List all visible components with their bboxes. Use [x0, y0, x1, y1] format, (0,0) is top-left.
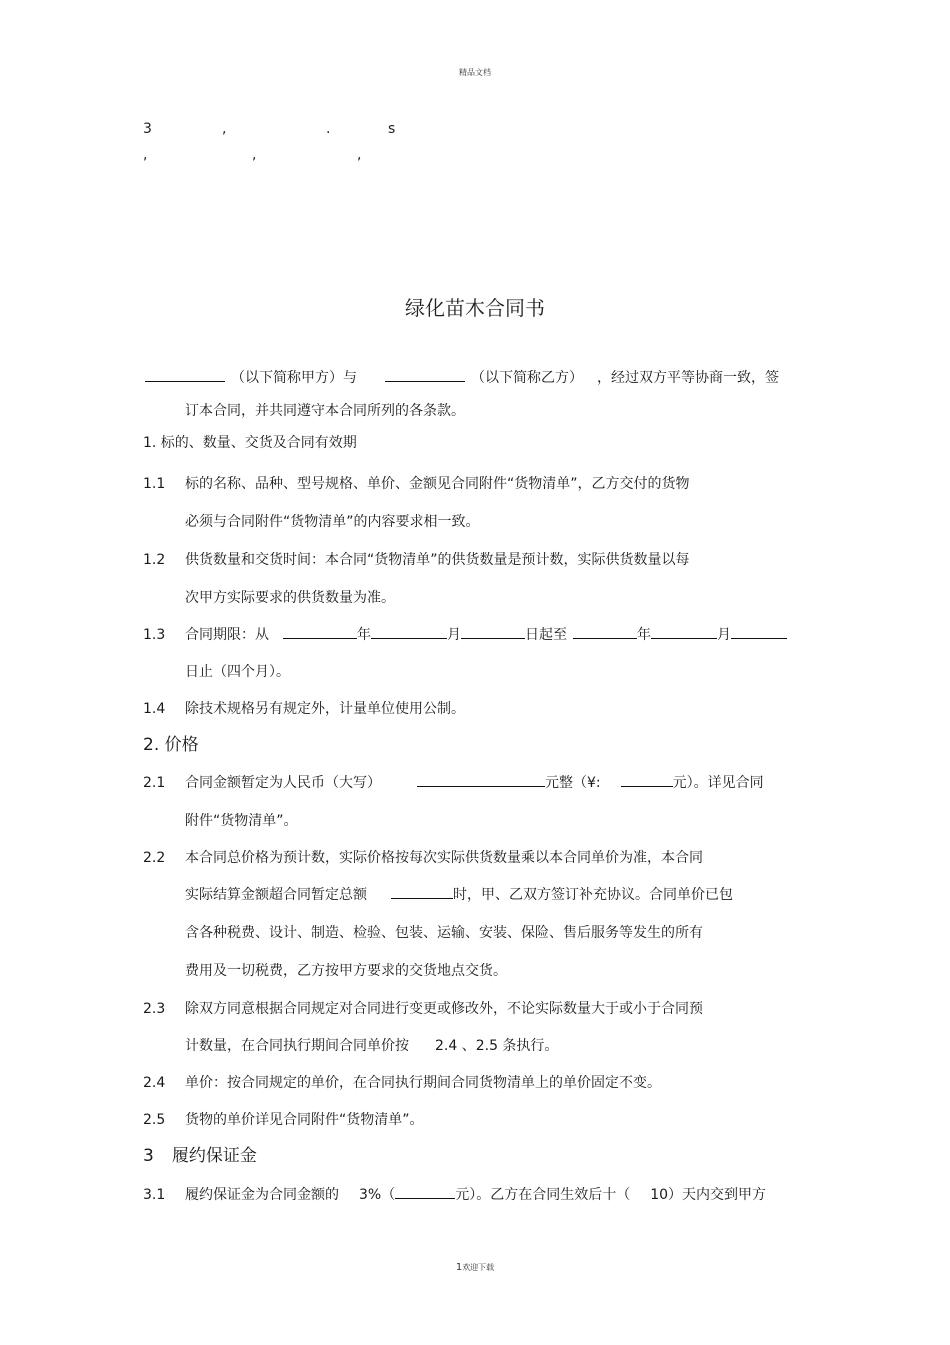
end-day-blank — [731, 626, 787, 639]
clause-number: 1.1 — [143, 476, 166, 492]
clause-text: 10）天内交到甲方 — [650, 1187, 767, 1203]
clause-2-2-cont: 含各种税费、设计、制造、检验、包装、运输、安装、保险、售后服务等发生的所有 — [185, 925, 703, 941]
clause-text: 本合同总价格为预计数，实际价格按每次实际供货数量乘以本合同单价为准，本合同 — [185, 850, 703, 866]
deposit-amount-blank — [395, 1186, 455, 1199]
clause-text: 月 — [447, 627, 461, 643]
amount-words-blank — [417, 774, 545, 787]
clause-number: 2.5 — [143, 1112, 166, 1128]
clause-text: 标的名称、品种、型号规格、单价、金额见合同附件“货物清单”，乙方交付的货物 — [185, 476, 690, 492]
document-title: 绿化苗木合同书 — [405, 296, 545, 320]
clause-text: 合同金额暂定为人民币（大写） — [185, 775, 381, 791]
page-footer — [0, 1262, 950, 1273]
clause-1-2-cont: 次甲方实际要求的供货数量为准。 — [185, 590, 395, 606]
stray-mark: , — [357, 147, 362, 163]
footer-text: 欢迎下载 — [462, 1263, 495, 1272]
end-month-blank — [651, 626, 717, 639]
amount-figure-blank — [621, 774, 673, 787]
clause-1-4 — [143, 700, 465, 718]
clause-text: 单价：按合同规定的单价，在合同执行期间合同货物清单上的单价固定不变。 — [185, 1075, 661, 1091]
stray-mark: s — [388, 121, 396, 137]
section-2-heading: 2. 价格 — [143, 735, 199, 755]
clause-text: 时，甲、乙双方签订补充协议。合同单价已包 — [453, 887, 733, 903]
clause-text: 3%（ — [359, 1187, 396, 1203]
clause-number: 2.4 — [143, 1075, 166, 1091]
section-1-heading: 1. 标的、数量、交货及合同有效期 — [143, 435, 357, 451]
clause-3-1 — [143, 1186, 766, 1204]
clause-number: 1.2 — [143, 552, 166, 568]
intro-line-2: 订本合同，并共同遵守本合同所列的各条款。 — [185, 403, 465, 419]
clause-1-1 — [143, 475, 690, 493]
intro-text: （以下简称乙方） — [471, 370, 583, 386]
clause-text: 元）。乙方在合同生效后十（ — [455, 1187, 631, 1203]
intro-text: ，经过双方平等协商一致，签 — [597, 370, 779, 386]
start-year-blank — [283, 626, 357, 639]
clause-number: 1.4 — [143, 701, 166, 717]
clause-2-2-cont — [185, 886, 733, 904]
clause-number: 2.1 — [143, 775, 166, 791]
clause-text: 合同期限：从 — [185, 627, 269, 643]
page-number: 1 — [455, 1262, 463, 1273]
intro-line — [145, 369, 779, 387]
clause-2-2 — [143, 849, 703, 867]
clause-2-3-cont — [185, 1037, 558, 1055]
clause-number: 3.1 — [143, 1187, 166, 1203]
clause-text: 除技术规格另有规定外，计量单位使用公制。 — [185, 701, 465, 717]
party-b-blank — [385, 369, 465, 382]
stray-mark: 3 — [143, 121, 152, 137]
clause-text: 实际结算金额超合同暂定总额 — [185, 887, 367, 903]
stray-mark: , — [222, 121, 227, 137]
clause-1-3 — [143, 626, 787, 644]
clause-text: 元）。详见合同 — [672, 775, 764, 791]
clause-text: 日起至 — [525, 627, 567, 643]
clause-number: 2.3 — [143, 1001, 166, 1017]
clause-1-3-cont: 日止（四个月）。 — [185, 664, 290, 680]
clause-text: 年 — [357, 627, 371, 643]
clause-number: 2.2 — [143, 850, 166, 866]
start-day-blank — [461, 626, 525, 639]
clause-2-1-cont: 附件“货物清单”。 — [185, 813, 298, 829]
section-label: 履约保证金 — [171, 1146, 257, 1166]
clause-text: 货物的单价详见合同附件“货物清单”。 — [185, 1112, 424, 1128]
stray-mark: . — [326, 121, 331, 137]
clause-text: 除双方同意根据合同规定对合同进行变更或修改外，不论实际数量大于或小于合同预 — [185, 1001, 703, 1017]
clause-2-4 — [143, 1074, 661, 1092]
clause-text: 供货数量和交货时间：本合同“货物清单”的供货数量是预计数，实际供货数量以每 — [185, 552, 690, 568]
clause-text: 月 — [717, 627, 731, 643]
clause-text: 履约保证金为合同金额的 — [185, 1187, 339, 1203]
section-number: 3 — [143, 1146, 154, 1166]
stray-mark: , — [143, 147, 148, 163]
clause-text: 2.4 、2.5 条执行。 — [435, 1038, 559, 1054]
clause-1-1-cont: 必须与合同附件“货物清单”的内容要求相一致。 — [185, 514, 480, 530]
party-a-blank — [145, 369, 225, 382]
clause-1-2 — [143, 551, 690, 569]
stray-mark: , — [252, 147, 257, 163]
section-3-heading — [143, 1141, 257, 1166]
clause-2-2-cont: 费用及一切税费，乙方按甲方要求的交货地点交货。 — [185, 963, 507, 979]
clause-number: 1.3 — [143, 627, 166, 643]
start-month-blank — [371, 626, 447, 639]
end-year-blank — [573, 626, 637, 639]
clause-2-3 — [143, 1000, 703, 1018]
clause-text: 年 — [637, 627, 651, 643]
total-amount-blank — [391, 886, 453, 899]
intro-text: （以下简称甲方）与 — [231, 370, 357, 386]
clause-text: 计数量，在合同执行期间合同单价按 — [185, 1038, 409, 1054]
page-header: 精品文档 — [459, 68, 491, 77]
clause-2-1 — [143, 774, 764, 792]
clause-text: 元整（¥: — [545, 775, 601, 791]
clause-2-5 — [143, 1111, 424, 1129]
